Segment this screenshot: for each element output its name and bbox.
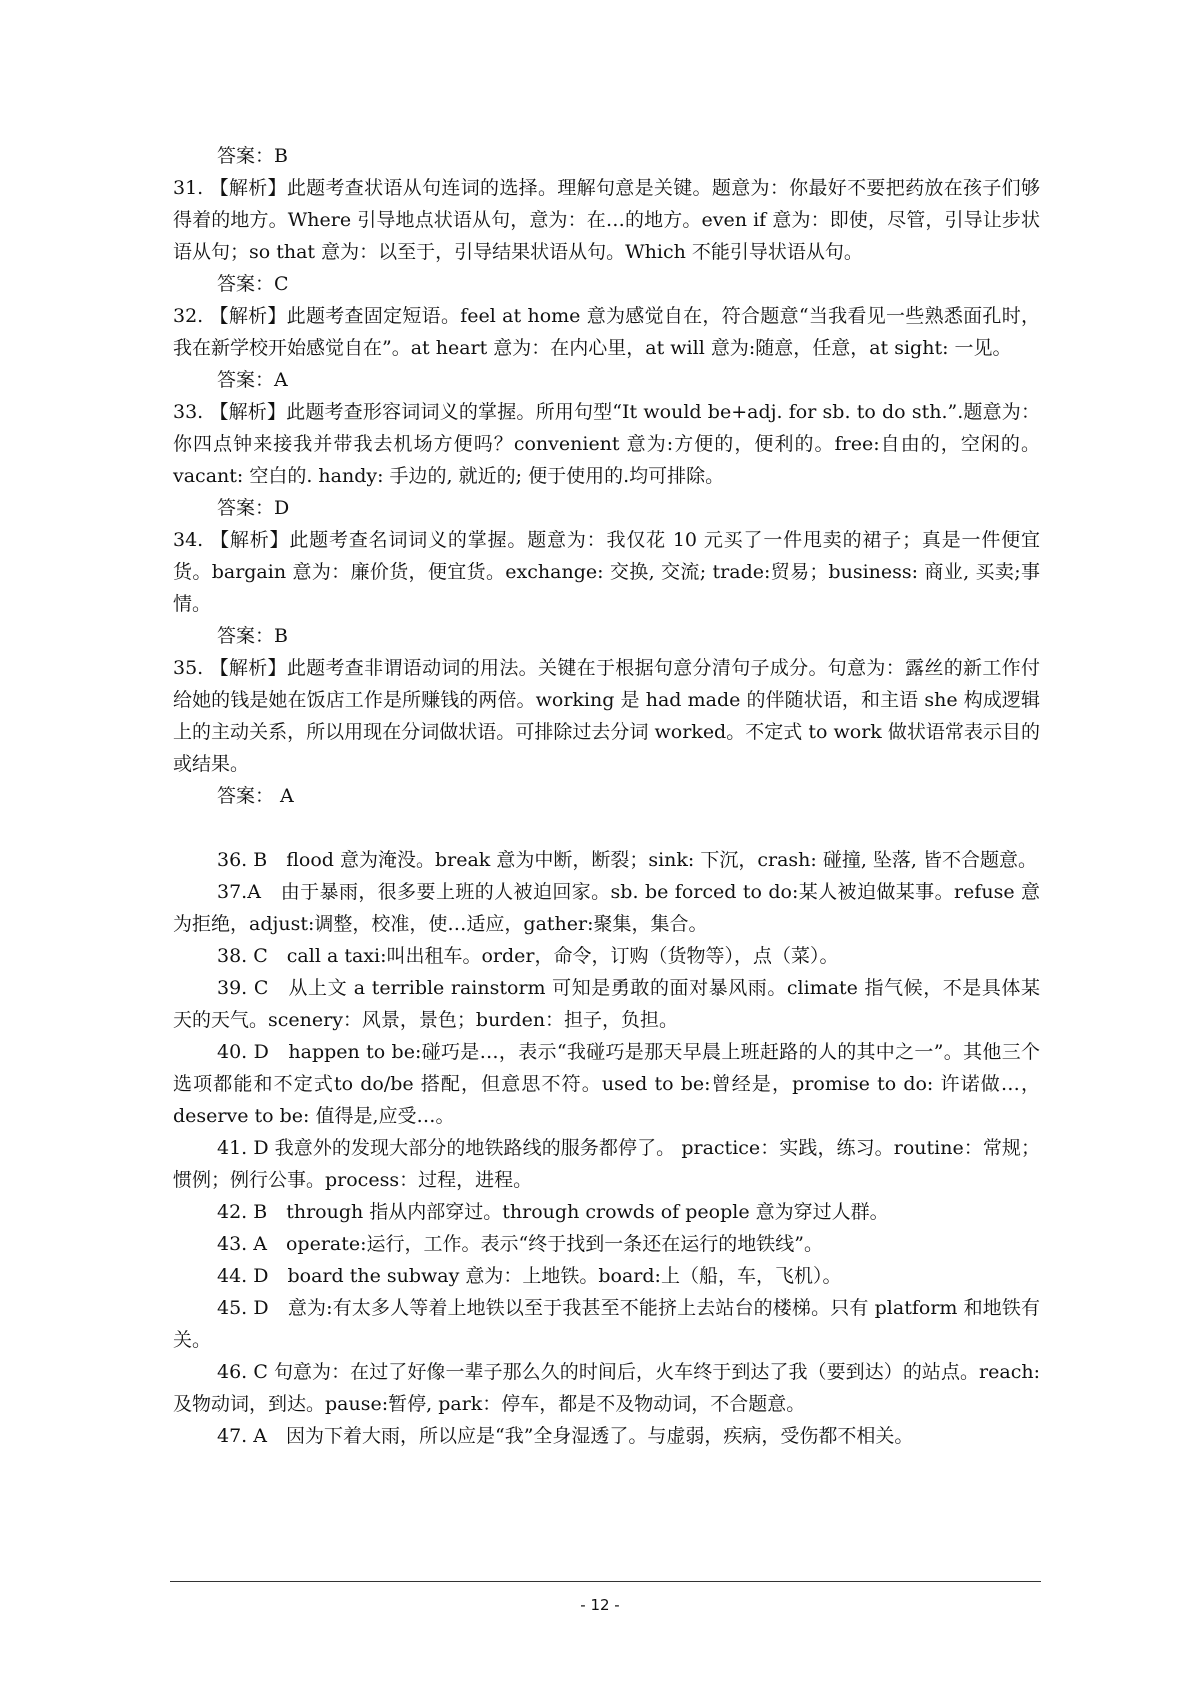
answer-line: 答案：A (217, 369, 288, 391)
explanation-paragraph: 32. 【解析】此题考查固定短语。feel at home 意为感觉自在，符合题意“当我看见一些熟悉面孔时，我在新学校开始感觉自在”。at heart 意为：在内心里，at will 意为:随意，任意，at sight: 一见。 (173, 305, 1040, 359)
explanation-paragraph: 33. 【解析】此题考查形容词词义的掌握。所用句型“It would be+adj. for sb. to do sth.”.题意为：你四点钟来接我并带我去机场方便吗？convenient 意为:方便的，便利的。free:自由的，空闲的。vacant: 空白的. handy: 手边的, 就近的; 便于使用的.均可排除。 (173, 401, 1040, 487)
cloze-answer-paragraph: 38. C call a taxi:叫出租车。order，命令，订购（货物等），点（菜）。 (217, 945, 839, 967)
explanation-paragraph: 34. 【解析】此题考查名词词义的掌握。题意为：我仅花 10 元买了一件甩卖的裙子；真是一件便宜货。bargain 意为：廉价货，便宜货。exchange: 交换, 交流; trade:贸易；business: 商业, 买卖;事情。 (173, 529, 1040, 615)
answer-line: 答案： A (217, 785, 294, 807)
cloze-answer-paragraph: 47. A 因为下着大雨，所以应是“我”全身湿透了。与虚弱，疾病，受伤都不相关。 (217, 1425, 914, 1447)
answer-line: 答案：B (217, 145, 288, 167)
footer-divider (170, 1581, 1041, 1582)
answer-line: 答案：B (217, 625, 288, 647)
section-gap (173, 812, 1040, 844)
answer-line: 答案：D (217, 497, 290, 519)
cloze-answer-paragraph: 40. D happen to be:碰巧是…，表示“我碰巧是那天早晨上班赶路的人的其中之一”。其他三个选项都能和不定式to do/be 搭配，但意思不符。used to be:曾经是，promise to do: 许诺做…，deserve to be: 值得是,应受…。 (173, 1041, 1040, 1127)
cloze-answer-paragraph: 46. C 句意为：在过了好像一辈子那么久的时间后，火车终于到达了我（要到达）的站点。reach:及物动词，到达。pause:暂停, park：停车，都是不及物动词，不合题意。 (173, 1361, 1040, 1415)
cloze-answer-paragraph: 45. D 意为:有太多人等着上地铁以至于我甚至不能挤上去站台的楼梯。只有 platform 和地铁有关。 (173, 1297, 1040, 1351)
cloze-answer-paragraph: 37.A 由于暴雨，很多要上班的人被迫回家。sb. be forced to do:某人被迫做某事。refuse 意为拒绝，adjust:调整，校准，使…适应，gather:聚集，集合。 (173, 881, 1040, 935)
cloze-answer-paragraph: 39. C 从上文 a terrible rainstorm 可知是勇敢的面对暴风雨。climate 指气候，不是具体某天的天气。scenery：风景，景色；burden：担子，负担。 (173, 977, 1040, 1031)
cloze-answer-paragraph: 43. A operate:运行，工作。表示“终于找到一条还在运行的地铁线”。 (217, 1233, 823, 1255)
explanation-paragraph: 31. 【解析】此题考查状语从句连词的选择。理解句意是关键。题意为：你最好不要把药放在孩子们够得着的地方。Where 引导地点状语从句，意为：在…的地方。even if 意为：即使，尽管，引导让步状语从句；so that 意为：以至于，引导结果状语从句。Which 不能引导状语从句。 (173, 177, 1040, 263)
cloze-answer-paragraph: 42. B through 指从内部穿过。through crowds of people 意为穿过人群。 (217, 1201, 889, 1223)
document-body (173, 140, 1040, 1452)
cloze-answer-paragraph: 41. D 我意外的发现大部分的地铁路线的服务都停了。 practice：实践，练习。routine：常规；惯例；例行公事。process：过程，进程。 (173, 1137, 1040, 1191)
cloze-answer-paragraph: 36. B flood 意为淹没。break 意为中断，断裂；sink: 下沉，crash: 碰撞, 坠落, 皆不合题意。 (217, 849, 1037, 871)
explanation-paragraph: 35. 【解析】此题考查非谓语动词的用法。关键在于根据句意分清句子成分。句意为：露丝的新工作付给她的钱是她在饭店工作是所赚钱的两倍。working 是 had made 的伴随状语，和主语 she 构成逻辑上的主动关系，所以用现在分词做状语。可排除过去分词 worked。不定式 to work 做状语常表示目的或结果。 (173, 657, 1040, 775)
answer-line: 答案：C (217, 273, 289, 295)
page-number: - 12 - (580, 1596, 620, 1614)
cloze-answer-paragraph: 44. D board the subway 意为：上地铁。board:上（船，车，飞机）。 (217, 1265, 842, 1287)
